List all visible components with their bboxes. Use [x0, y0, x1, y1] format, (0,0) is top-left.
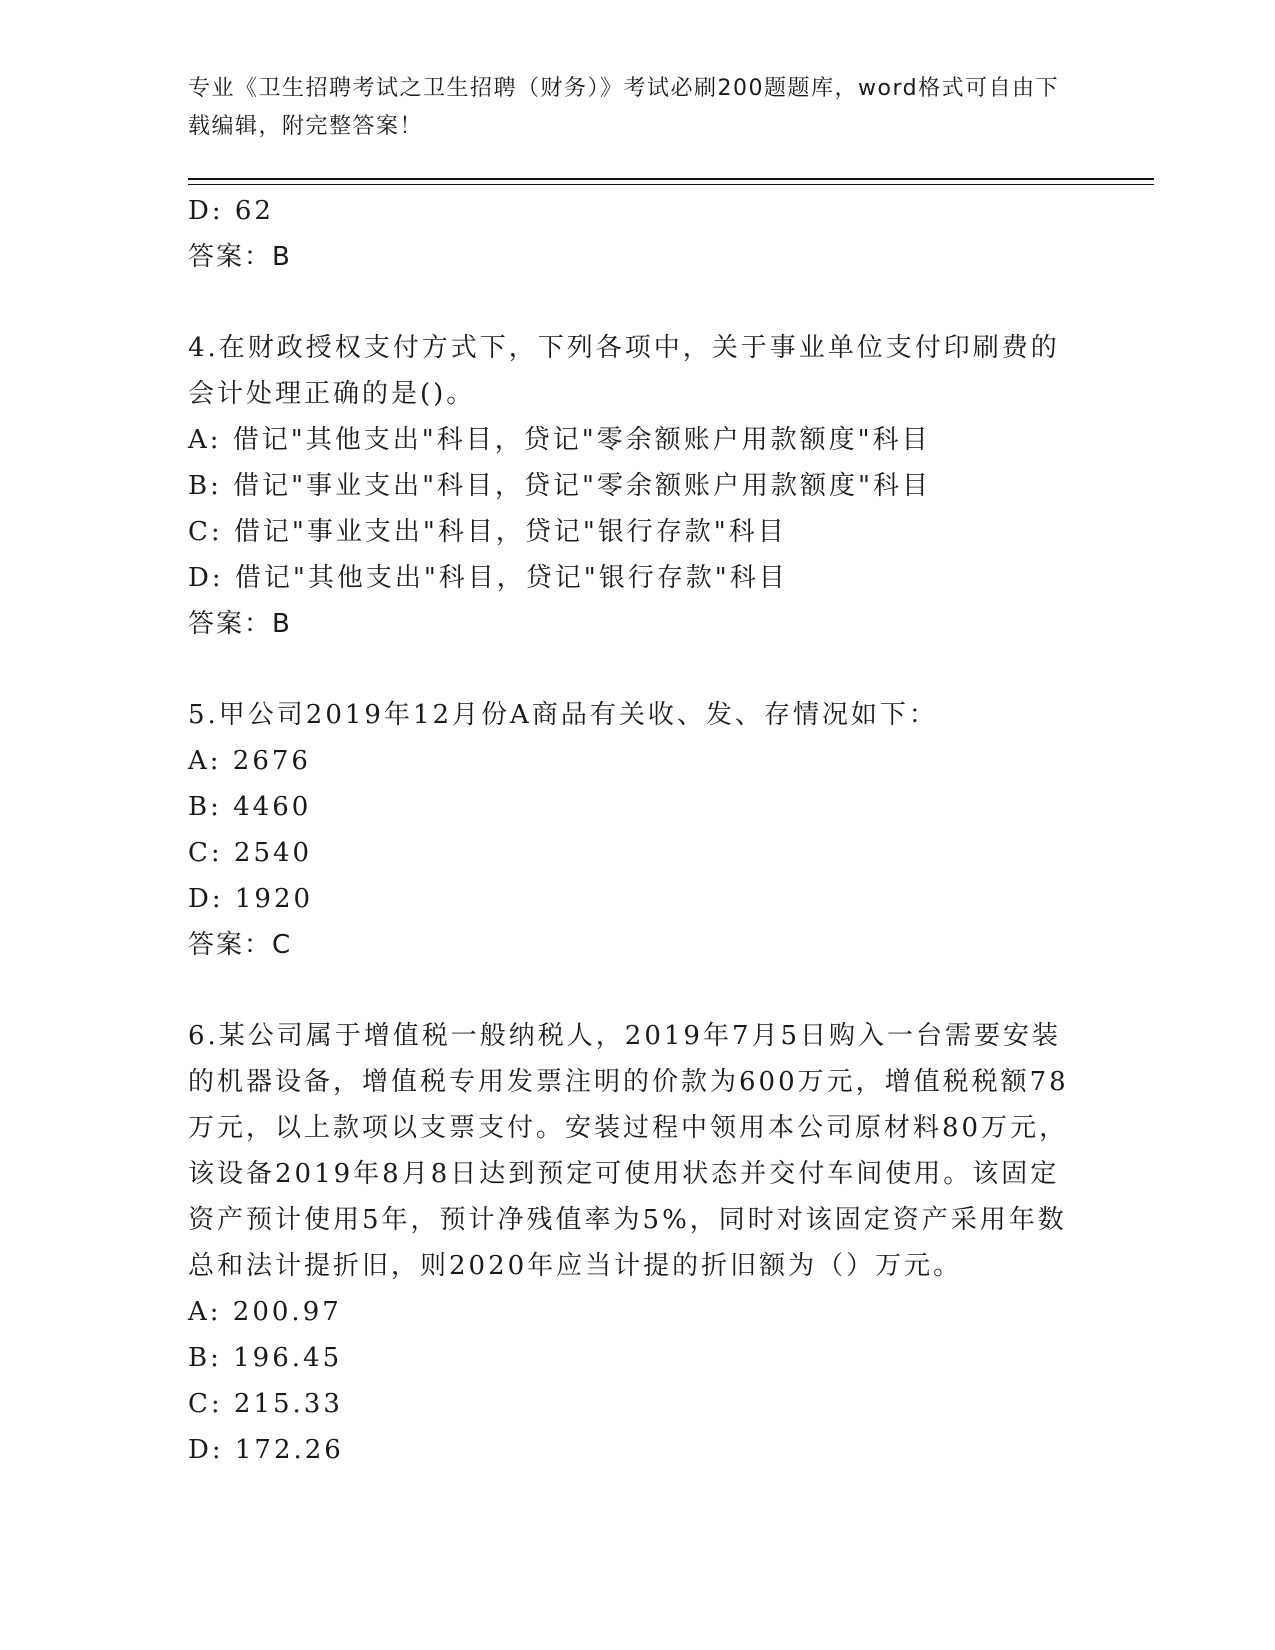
question-3-tail	[188, 188, 1088, 280]
question-5	[188, 692, 1088, 968]
question-4	[188, 325, 1088, 647]
option-c: C: 2540	[188, 838, 313, 868]
answer-line: 答案：B	[188, 609, 292, 639]
option-c: C: 借记"事业支出"科目，贷记"银行存款"科目	[188, 517, 787, 547]
option-a: A: 借记"其他支出"科目，贷记"零余额账户用款额度"科目	[188, 425, 931, 455]
option-d: D: 62	[188, 196, 274, 226]
question-text: 6.某公司属于增值税一般纳税人，2019年7月5日购入一台需要安装 的机器设备，增值税专用发票注明的价款为600万元，增值税税额78 万元，以上款项以支票支付。安装过程中领用本公司原材料80万元， 该设备2019年8月8日达到预定可使用状态并交付车间使用。该固定 资产预计使用5年，预计净残值率为5%，同时对该固定资产采用年数 总和法计提折旧，则2020年应当计提的折旧额为（）万元。	[188, 1021, 1069, 1281]
option-d: D: 1920	[188, 884, 314, 914]
option-c: C: 215.33	[188, 1389, 343, 1419]
option-b: B: 4460	[188, 792, 312, 822]
option-a: A: 200.97	[188, 1297, 342, 1327]
question-6	[188, 1013, 1088, 1473]
header-rule-thin	[188, 184, 1154, 185]
option-d: D: 172.26	[188, 1435, 344, 1465]
option-a: A: 2676	[188, 746, 311, 776]
document-header: 专业《卫生招聘考试之卫生招聘（财务）》考试必刷200题题库，word格式可自由下载编辑，附完整答案！	[188, 76, 1060, 139]
question-text: 4.在财政授权支付方式下，下列各项中，关于事业单位支付印刷费的 会计处理正确的是()。	[188, 333, 1060, 409]
header-rule-thick	[188, 178, 1154, 180]
question-text: 5.甲公司2019年12月份A商品有关收、发、存情况如下：	[188, 700, 938, 730]
document-body	[188, 188, 1088, 1473]
option-d: D: 借记"其他支出"科目，贷记"银行存款"科目	[188, 563, 788, 593]
answer-line: 答案：B	[188, 242, 292, 272]
answer-line: 答案：C	[188, 930, 293, 960]
option-b: B: 196.45	[188, 1343, 343, 1373]
option-b: B: 借记"事业支出"科目，贷记"零余额账户用款额度"科目	[188, 471, 931, 501]
